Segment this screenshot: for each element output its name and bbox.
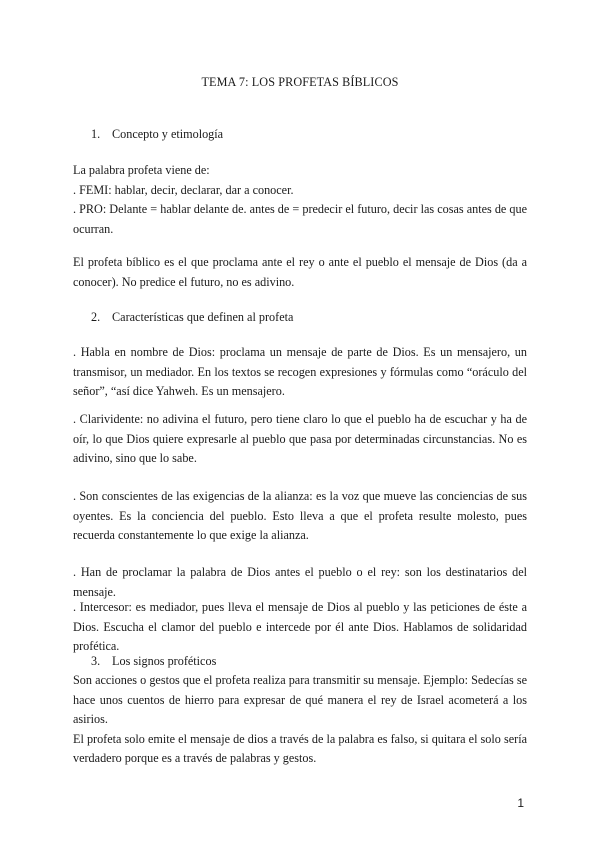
section-title: Concepto y etimología	[112, 127, 224, 141]
section-title: Los signos proféticos	[112, 654, 217, 668]
signos-paragraph-2: El profeta solo emite el mensaje de dios a través de la palabra es falso, si quitara el solo sería verdadero porque es a través de palabras y gestos.	[73, 731, 527, 765]
characteristic-paragraph-1	[73, 343, 527, 402]
etymology-femi: . FEMI: hablar, decir, declarar, dar a conocer.	[73, 182, 294, 197]
characteristic-text: . Han de proclamar la palabra de Dios antes el pueblo o el rey: son los destinatarios del mensaje.	[73, 565, 527, 599]
section-1-intro-block	[73, 161, 527, 239]
section-3-block	[73, 671, 527, 769]
section-1-paragraph	[73, 253, 527, 292]
characteristic-text: . Son conscientes de las exigencias de la alianza: es la voz que mueve las conciencias de sus oyentes. Es la conciencia del pueblo. Esto lleva a que el profeta resulte molesto, pues recuerda constantemente lo que exige la alianza.	[73, 489, 527, 542]
characteristic-paragraph-3	[73, 487, 527, 546]
section-number: 1.	[91, 127, 101, 141]
section-number: 2.	[91, 310, 101, 324]
characteristic-paragraph-5	[73, 598, 527, 657]
profeta-definition: El profeta bíblico es el que proclama ante el rey o ante el pueblo el mensaje de Dios (da a conocer). No predice el futuro, no es adivino.	[73, 255, 527, 289]
etymology-intro: La palabra profeta viene de:	[73, 163, 210, 177]
characteristic-paragraph-4	[73, 563, 527, 602]
page-title: TEMA 7: LOS PROFETAS BÍBLICOS	[201, 75, 399, 89]
section-title: Características que definen al profeta	[112, 310, 294, 324]
characteristic-text: . Clarividente: no adivina el futuro, pero tiene claro lo que el pueblo ha de escuchar y ha de oír, lo que Dios quiere expresarle al pueblo que pasa por determinadas circunstancias. No es adivino, sino que lo sabe.	[73, 412, 527, 465]
section-heading-2	[91, 310, 293, 325]
page-number: 1	[517, 796, 524, 810]
characteristic-text: . Habla en nombre de Dios: proclama un mensaje de parte de Dios. Es un mensajero, un transmisor, un mediador. En los textos se recogen expresiones y fórmulas como “oráculo del señor”, “así dice Yahweh. Es un mensajero.	[73, 345, 527, 398]
section-heading-3	[91, 654, 216, 669]
characteristic-paragraph-2	[73, 410, 527, 469]
etymology-pro: . PRO: Delante = hablar delante de. antes de = predecir el futuro, decir las cosas antes de que ocurran.	[73, 202, 527, 236]
section-heading-1	[91, 127, 223, 142]
section-number: 3.	[91, 654, 101, 668]
signos-paragraph-1: Son acciones o gestos que el profeta realiza para transmitir su mensaje. Ejemplo: Sedecías se hace unos cuentos de hierro para expresar de qué manera el rey de Israel acometerá a los asirios.	[73, 673, 527, 726]
characteristic-text: . Intercesor: es mediador, pues lleva el mensaje de Dios al pueblo y las peticiones de éste a Dios. Escucha el clamor del pueblo e intercede por él ante Dios. Hablamos de solidaridad profética.	[73, 600, 527, 653]
